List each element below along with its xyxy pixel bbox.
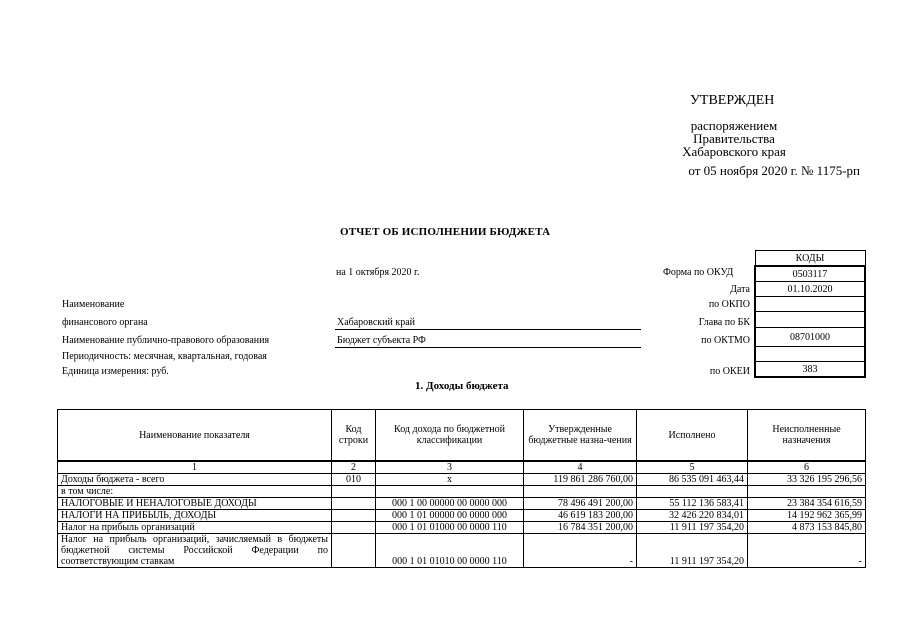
col-number: 5	[637, 461, 748, 474]
row-line-code	[332, 534, 376, 568]
row-executed: 32 426 220 834,01	[637, 510, 748, 522]
header-name: Наименование показателя	[58, 410, 332, 462]
row-income-code: 000 1 01 01010 00 0000 110	[376, 534, 524, 568]
col-number: 1	[58, 461, 332, 474]
approval-line-2: Правительства	[693, 131, 775, 146]
section-title: 1. Доходы бюджета	[415, 380, 509, 392]
col-number: 3	[376, 461, 524, 474]
header-approved: Утвержденные бюджетные назна-чения	[524, 410, 637, 462]
row-unexecuted: 4 873 153 845,80	[748, 522, 866, 534]
report-title: ОТЧЕТ ОБ ИСПОЛНЕНИИ БЮДЖЕТА	[340, 226, 551, 238]
approval-line-1: распоряжением	[690, 118, 778, 133]
row-income-code: x	[376, 474, 524, 486]
header-income-code: Код дохода по бюджетной классификации	[376, 410, 524, 462]
row-unexecuted: -	[748, 534, 866, 568]
column-numbers-row	[58, 461, 866, 474]
period-label: Периодичность: месячная, квартальная, годовая	[62, 351, 267, 362]
col-number: 4	[524, 461, 637, 474]
approval-heading: УТВЕРЖДЕН	[690, 93, 775, 108]
oktmo-label: по ОКТМО	[701, 335, 750, 346]
row-line-code	[332, 498, 376, 510]
row-executed: 86 535 091 463,44	[637, 474, 748, 486]
unit-label: Единица измерения: руб.	[62, 366, 169, 377]
okpo-value	[755, 297, 865, 312]
codes-table	[754, 250, 866, 378]
okpo-label: по ОКПО	[708, 299, 750, 310]
date-value: 01.10.2020	[755, 282, 865, 297]
income-table	[57, 409, 866, 568]
okud-value: 0503117	[755, 266, 865, 282]
oktmo-value: 08701000	[755, 328, 865, 347]
row-name: Доходы бюджета - всего	[58, 474, 332, 486]
header-unexecuted: Неисполненные назначения	[748, 410, 866, 462]
row-name: в том числе:	[58, 486, 332, 498]
row-executed: 11 911 197 354,20	[637, 534, 748, 568]
report-date: на 1 октября 2020 г.	[336, 267, 420, 278]
fin-org-value: Хабаровский край	[337, 317, 415, 328]
col-number: 6	[748, 461, 866, 474]
row-approved: 16 784 351 200,00	[524, 522, 637, 534]
approval-order-number: от 05 ноября 2020 г. № 1175-рп	[688, 163, 860, 178]
okei-label: по ОКЕИ	[709, 366, 750, 377]
row-unexecuted	[748, 486, 866, 498]
entity-value: Бюджет субъекта РФ	[337, 335, 426, 346]
row-unexecuted: 33 326 195 296,56	[748, 474, 866, 486]
row-unexecuted: 23 384 354 616,59	[748, 498, 866, 510]
header-executed: Исполнено	[637, 410, 748, 462]
empty-code	[755, 347, 865, 362]
row-line-code	[332, 522, 376, 534]
table-row	[58, 474, 866, 486]
name-label: Наименование	[62, 299, 125, 310]
header-line-code: Код строки	[332, 410, 376, 462]
row-name: НАЛОГИ НА ПРИБЫЛЬ, ДОХОДЫ	[58, 510, 332, 522]
fin-org-label: финансового органа	[62, 317, 148, 328]
row-executed: 11 911 197 354,20	[637, 522, 748, 534]
okud-label: Форма по ОКУД	[663, 267, 734, 278]
table-row	[58, 486, 866, 498]
row-approved: 46 619 183 200,00	[524, 510, 637, 522]
row-approved	[524, 486, 637, 498]
row-name: Налог на прибыль организаций, зачисляемый в бюджеты бюджетной системы Российской Федерации по соответствующим ставкам	[58, 534, 332, 568]
row-line-code	[332, 486, 376, 498]
table-row	[58, 522, 866, 534]
table-row	[58, 510, 866, 522]
row-income-code: 000 1 01 00000 00 0000 000	[376, 510, 524, 522]
row-approved: -	[524, 534, 637, 568]
row-approved: 119 861 286 760,00	[524, 474, 637, 486]
row-income-code: 000 1 00 00000 00 0000 000	[376, 498, 524, 510]
row-income-code: 000 1 01 01000 00 0000 110	[376, 522, 524, 534]
table-header-row	[58, 410, 866, 462]
row-name: НАЛОГОВЫЕ И НЕНАЛОГОВЫЕ ДОХОДЫ	[58, 498, 332, 510]
row-line-code: 010	[332, 474, 376, 486]
fin-org-underline	[335, 329, 641, 330]
bk-label: Глава по БК	[698, 317, 750, 328]
okei-value: 383	[755, 362, 865, 378]
row-line-code	[332, 510, 376, 522]
table-row	[58, 534, 866, 568]
date-label: Дата	[730, 284, 750, 295]
row-income-code	[376, 486, 524, 498]
entity-underline	[335, 347, 641, 348]
approval-line-3: Хабаровского края	[682, 144, 786, 159]
col-number: 2	[332, 461, 376, 474]
row-executed	[637, 486, 748, 498]
codes-header: КОДЫ	[755, 251, 865, 267]
table-row	[58, 498, 866, 510]
bk-value	[755, 312, 865, 328]
row-unexecuted: 14 192 962 365,99	[748, 510, 866, 522]
entity-label: Наименование публично-правового образования	[62, 335, 270, 346]
row-name: Налог на прибыль организаций	[58, 522, 332, 534]
row-approved: 78 496 491 200,00	[524, 498, 637, 510]
row-executed: 55 112 136 583,41	[637, 498, 748, 510]
